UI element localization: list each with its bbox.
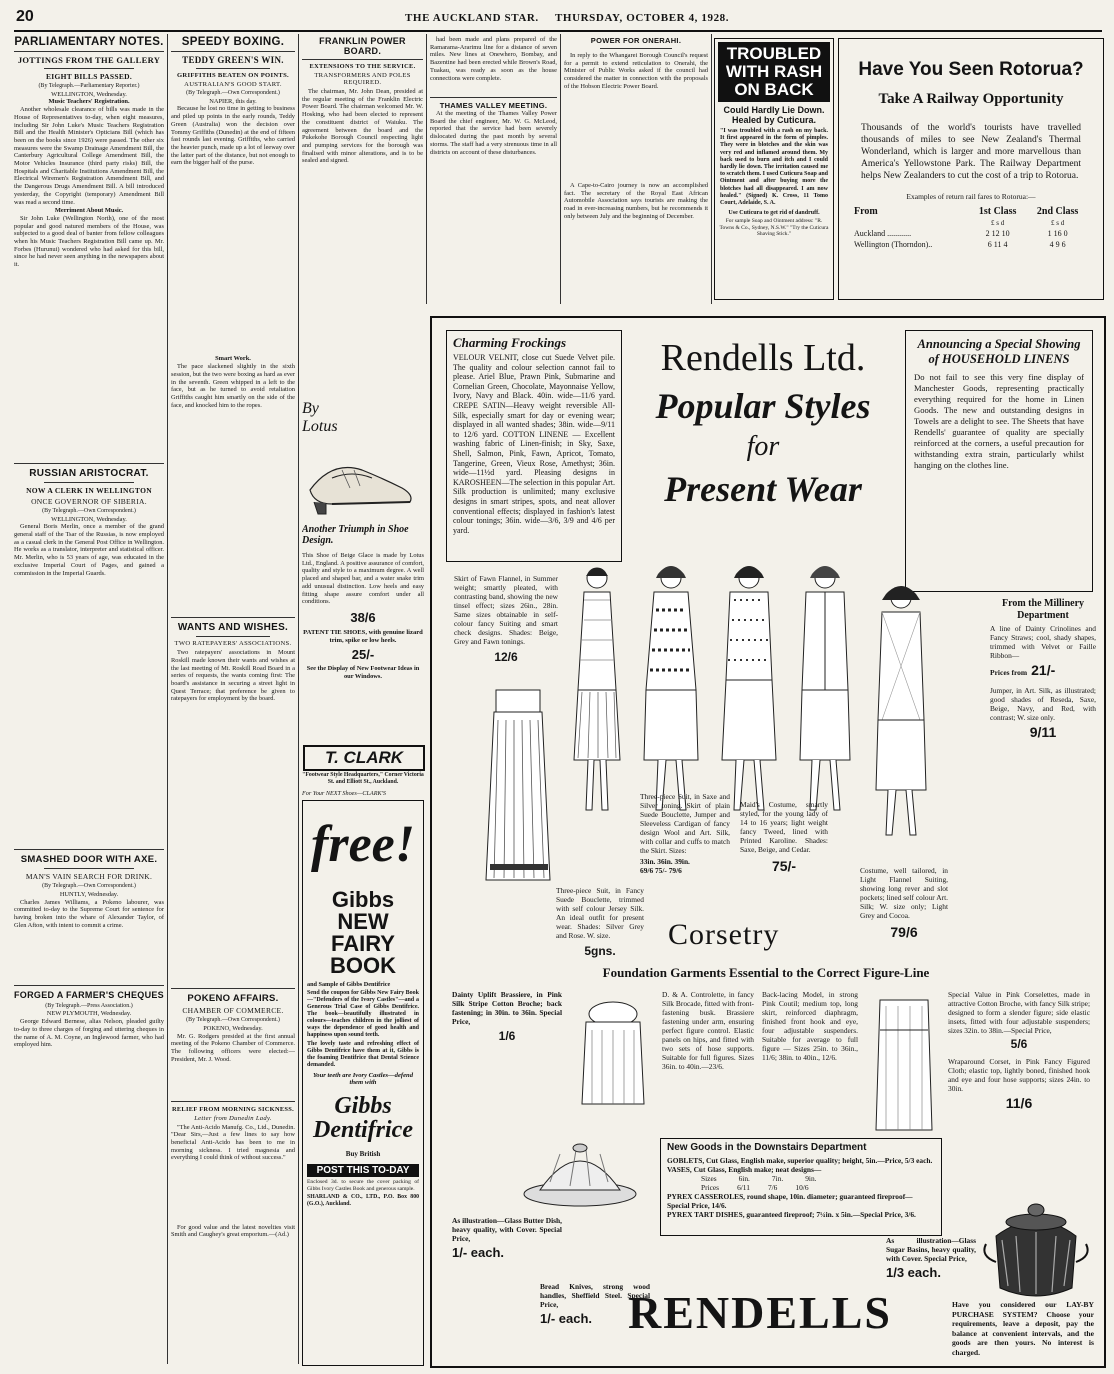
article-body: George Edward Bernese, alias Nelson, pleaded guilty to-day to three charges of forging and uttering cheques in the name of A. M. Coyne, an Inglewood farmer, who had employed him. [14, 1018, 164, 1049]
suit-sizes: 33in. 36in. 39in. [640, 857, 690, 866]
millinery-body: A line of Dainty Crinolines and Fancy Straws; cool, shady shapes, trimmed with Velvet or Faille Ribbon— [990, 624, 1096, 660]
clark-sub: "Footwear Style Headquarters," Corner Victoria St. and Elliott St., Auckland. [302, 772, 424, 785]
fare-col-second: 2nd Class [1036, 206, 1079, 217]
vase-prices-label: Prices [701, 1183, 720, 1192]
vase-size: 7in. [771, 1174, 784, 1183]
three-piece-suit-b: Three-piece Suit, in Fancy Suede Bouclette, trimmed with self colour Jersey Silk. An ideal outfit for present wear. Shades: Silver Grey and Rose. W. size. 5gns. [556, 886, 644, 958]
frockings-body: VELOUR VELNIT, close cut Suede Velvet pile. The quality and colour selection cannot fail to please. Ariel Blue, Prawn Pink, Submarine and Cornelian Green, Chocolate, Mayonnaise Yellow, Ivory, Navy and Black. 40in. wide—11/6 yard. CREPE SATIN—Heavy weight reversible All-Silk, especially smart for day or evening wear; displayed in all wanted shades; 38in. wide—9/11 to 12/6 yard. COTTON LINENE — Excellent washing fabric of Linen-finish; in Sky, Saxe, Shell, Salmon, Pink, Fawn, Apricot, Tomato, Tangerine, Green, Vieux Rose, Amethyst; 36in. wide—11½d yard. Pleasing designs in KAROSHEEN—The selection in this popular Art. Silk production is unlimited; many exclusive designs in smart stripes, spots, and neat allover conventional effects; displayed in fashion's latest colour tonings; 36in. wide—3/6, 3/9 and 4/6 per yard. [453, 353, 615, 535]
fashion-figure-4 [790, 560, 860, 830]
paper-name: THE AUCKLAND STAR. [405, 12, 539, 24]
rotorua-body: Thousands of the world's tourists have travelled thousands of miles to see New Zealand's Thermal Wonderland, which is larger and more marvellous than America's Yellowstone Park. The Railway Department helps New Zealanders to cut the cost of a trip to Rotorua. [861, 123, 1081, 181]
rotorua-fares-title: Examples of return rail fares to Rotorua:— [906, 192, 1036, 201]
subheading-griffiths: GRIFFITHS BEATEN ON POINTS. [176, 72, 290, 79]
headline-russian-aristocrat: RUSSIAN ARISTOCRAT. [29, 467, 149, 479]
fare-col-from: From [854, 206, 878, 217]
skirt-description: Skirt of Fawn Flannel, in Summer weight; smartly pleated, with contrasting band, showing the new tinsel effect; sizes 26in., 28in. Same sizes obtainable in self-colour fancy Suiting and smart check designs. Shades: Beige, Grey and Fawn tonings. 12/6 [454, 574, 558, 664]
clark-logo: T. CLARK [303, 745, 425, 771]
corset-illustration-1 [572, 994, 654, 1114]
millinery-price: 21/- [1031, 662, 1056, 678]
credit-line: (By Telegraph.—Own Correspondent.) [186, 1017, 280, 1024]
section-title: Smart Work. [215, 355, 251, 363]
knives-price: 1/- each. [540, 1311, 593, 1326]
styles-line2: for [746, 431, 780, 462]
corset-illustration-2 [866, 990, 942, 1140]
gibbs-body2: The lovely taste and refreshing effect of Gibbs Dentifrice have them at it, Gibbs is the foaming Dentifrice that Dental Science demanded. [307, 1041, 419, 1068]
subheading-jottings: JOTTINGS FROM THE GALLERY [17, 55, 161, 65]
linens-headline: Announcing a Special Showing of HOUSEHOLD LINENS [917, 337, 1081, 366]
vase-sizes-label: Sizes [701, 1174, 717, 1183]
column-rule [711, 34, 712, 304]
costume-price: 79/6 [890, 924, 918, 940]
subheading-clerk: NOW A CLERK IN WELLINGTON [26, 485, 152, 495]
clark-tag: For Your NEXT Shoes—CLARK'S [302, 790, 387, 797]
maids-costume: Maid's Costume, smartly styled, for the young lady of 14 to 16 years; light weight fancy Tweed, lined with Printed Karoline. Shades: Saxe, Beige, and Cedar. 75/- [740, 800, 828, 874]
cuticura-testimonial: "I was troubled with a rash on my back. It first appeared in the form of pimples. They were in blotches and the skin was very red and inflamed around them. My back used to burn and itch and I could hardly lie down. The irritation caused me to scratch them. I used Cuticura Soap and Ointment and after buying more the blotches had all disappeared. I am now healed." (Signed) K. Cross, 11 Tomo Court, Adelaide, S. A. [720, 128, 829, 207]
lotus-brand: Lotus [302, 418, 338, 435]
subheading-morning-sickness: RELIEF FROM MORNING SICKNESS. [171, 1105, 295, 1113]
gibbs-slogan: Your teeth are Ivory Castles—defend them with [313, 1072, 413, 1086]
lotus-patent: PATENT TIE SHOES, with genuine lizard trim, spike or low heels. [303, 628, 423, 644]
article-body: Because he lost no time in getting to business and piled up points in the early rounds, Teddy Green (Australia) won the decision over Tommy Griffiths (Dunedin) at the end of fifteen fast rounds last evening. Griffiths, who carried the heavier punch, made up a lot of leeway over the latter part of the distance, but not enough to earn the bigger half of the purse. [171, 105, 295, 167]
column-onerahi [564, 36, 708, 304]
dateline: NEW PLYMOUTH, Wednesday. [46, 1010, 132, 1018]
fashion-figure-1 [566, 560, 628, 830]
column-rule [426, 34, 427, 304]
issue-date: THURSDAY, OCTOBER 4, 1928. [555, 12, 730, 24]
fare-row: Auckland ............ 2 12 10 1 16 0 [854, 229, 1068, 238]
subheading-teddy-green: TEDDY GREEN'S WIN. [182, 55, 284, 65]
ad-cuticura [714, 38, 834, 300]
fare-col-first: 1st Class [978, 206, 1017, 217]
styles-line3: Present Wear [664, 469, 862, 509]
butter-price: 1/- each. [452, 1245, 505, 1260]
rotorua-fare-table [853, 205, 1089, 250]
vase-price: 6/11 [737, 1183, 750, 1192]
subheading-transformers: TRANSFORMERS AND POLES REQUIRED. [314, 72, 411, 86]
gibbs-headline: Gibbs NEW FAIRY BOOK [330, 887, 396, 978]
headline-forged-cheques: FORGED A FARMER'S CHEQUES [14, 989, 164, 1000]
headline-parliamentary-notes: PARLIAMENTARY NOTES. [14, 36, 164, 48]
column-parliament [14, 36, 164, 1366]
credit-line: (By Telegraph.—Parliamentary Reporter.) [38, 83, 140, 89]
maid-price: 75/- [771, 858, 797, 874]
styles-line1: Popular Styles [655, 386, 871, 426]
headline-wants-wishes: WANTS AND WISHES. [177, 622, 289, 634]
subheading-letter: Letter from Dunedin Lady. [194, 1114, 272, 1122]
foundation-heading: Foundation Garments Essential to the Correct Figure-Line [602, 965, 930, 980]
section-title: Merriment About Music. [54, 207, 124, 215]
gibbs-post: POST THIS TO-DAY [307, 1164, 419, 1177]
headline-thames: THAMES VALLEY MEETING. [439, 101, 548, 110]
gibbs-free: free! [311, 816, 415, 873]
jumper-description: Jumper, in Art. Silk, as illustrated; good shades of Reseda, Saxe, Beige, Navy, and Red, with contrast; W. size only. [990, 686, 1096, 722]
jumper-price: 9/11 [1029, 724, 1057, 740]
subheading-australian: AUSTRALIAN'S GOOD START. [184, 81, 282, 88]
article-body: General Boris Merlin, once a member of the grand general staff of the Tsar of the Russias, is now employed as a casual clerk in the General Post Office in Wellington. He works as a translator, interpreter and statistical officer. Mr. Merlin, who is 53 years of age, was educated in the exclusive Imperial Court of Pages, and gained a commission in the Imperial Guards. [14, 523, 164, 577]
column-rule [298, 34, 299, 1364]
fare-row: Wellington (Thorndon).. 6 11 4 4 9 6 [854, 240, 1066, 249]
millinery-headline: From the Millinery Department [1001, 598, 1085, 621]
wraparound-corset: Wraparound Corset, in Pink Fancy Figured Cloth; elastic top, lightly boned, finished hook and eye and four hose supports; sizes 24in. to 30in. [948, 1057, 1090, 1093]
article-body: In reply to the Whangarei Borough Council's request for a permit to extend reticulation to Onerahi, the Minister of Public Works asked if the council had considered the matter in connection with the proposals of the Hobson Electric Power Board. [564, 52, 708, 90]
bread-knives: Bread Knives, strong wood handles, Sheffield Steel. Special Price, 1/- each. [540, 1282, 650, 1326]
column-rule [560, 34, 561, 304]
masthead-rule [14, 30, 1102, 32]
gibbs-agent: SHARLAND & CO., LTD., P.O. Box 800 (G.O.), Auckland. [307, 1194, 419, 1207]
ad-lotus-shoes [302, 400, 424, 740]
rendells-big-logo: RENDELLS [628, 1287, 892, 1338]
subheading-ratepayers: TWO RATEPAYERS' ASSOCIATIONS. [174, 640, 292, 648]
sugar-basin: As illustration—Glass Sugar Basins, heavy quality, with Cover. Special Price, 1/3 each. [886, 1236, 976, 1280]
suit-b-price: 5gns. [584, 944, 616, 958]
fare-lsd: £ s d [991, 219, 1005, 227]
credit-line: (By Telegraph.—Own Correspondent.) [186, 90, 280, 96]
article-body: Sir John Luke (Wellington North), one of the most popular and good natured members of the House, was subjected to a good deal of banter from fellow colleagues when his Music Teachers Registration Bill came up. Mr. Forbes (Hurunui) wondered who had asked for this bill, since he had never seen anything in the newspapers about it. [14, 214, 164, 269]
cuticura-sample: For sample Soap and Ointment address: "R. Towns & Co., Sydney, N.S.W." "Try the Cuticura Shaving Stick." [719, 218, 829, 238]
credit-line: (By Telegraph.—Own Correspondent.) [42, 507, 136, 514]
dateline: NAPIER, this day. [209, 97, 257, 105]
headline-smashed-door: SMASHED DOOR WITH AXE. [20, 854, 158, 866]
vase-price: 10/6 [795, 1183, 809, 1192]
lotus-by: By [302, 400, 319, 417]
lotus-see: See the Display of New Footwear Ideas in our Windows. [306, 665, 420, 680]
page-number: 20 [16, 8, 34, 25]
section-title: Music Teachers' Registration. [48, 98, 130, 106]
shoe-illustration [302, 440, 420, 520]
article-body: Mr. G. Rodgers presided at the first annual meeting of the Pokeno Chamber of Commerce. The following officers were elected:—President, Mr. J. Wood. [171, 1032, 295, 1063]
cuticura-tagline: Could Hardly Lie Down. Healed by Cuticura. [723, 105, 825, 125]
article-body: "The Anti-Acido Manufg. Co., Ltd., Dunedin. "Dear Sirs,—Just a few lines to say how beneficial Anti-Acido has been to me in morning sickness. I tried magnesia and everything I could think of without success." [171, 1123, 295, 1162]
rotorua-headline: Have You Seen Rotorua? [858, 59, 1084, 80]
vases: VASES, Cut Glass, English make; neat designs— [667, 1165, 822, 1174]
gibbs-intro: and Sample of Gibbs Dentifrice [307, 981, 391, 988]
article-body: The pace slackened slightly in the sixth session, but the two were boxing as hard as ever in the seventh. Green whipped in a left to the face, but as he turned to avoid retaliation Griffiths caught him smartly on the side of the face, and knocked him to the ropes. [171, 363, 295, 409]
column-boxing [171, 36, 295, 1366]
subheading-eight-bills: EIGHT BILLS PASSED. [45, 72, 133, 81]
subheading-chamber: CHAMBER OF COMMERCE. [182, 1006, 284, 1016]
linens-body: Do not fail to see this very fine display of Manchester Goods, representing practically everything required for the home in Linen Goods. The new and outstanding designs in Towels are a delight to see. The Sheets that have Rendells' guarantee of quality are specially reinforced at the corners, a useful precaution for withstanding extra strain, particularly whilst hanging on the clothes line. [914, 372, 1084, 470]
sugar-basin-illustration [980, 1196, 1092, 1306]
corsetry-heading: Corsetry [668, 918, 780, 951]
dateline: WELLINGTON, Wednesday. [51, 515, 127, 523]
frockings-headline: Charming Frockings [453, 335, 567, 350]
frockings-panel [446, 330, 622, 562]
dateline: HUNTLY, Wednesday. [59, 891, 119, 899]
article-body: Another wholesale clearance of bills was made in the House of Representatives to-day, when eight measures, including Sir John Luke's Music Teachers Registration Bill and the Health Minister's Opticians Bill (which has been on the books since 1926) were passed. The other six measures were the Swamp Drainage Amendment Bill, the Canterbury Agricultural College Amendment Bill, the Motor Vehicles Insurance (third party risks) Bill, the Hospitals and Charitable Institutions Amendment Bill, the Electrical Wiremen's Registration Amendment Bill, and the Dangerous Drugs Amendment Bill. A bill introduced yesterday, the Copyright (temporary) Amendment Bill was read a second time. [14, 106, 164, 206]
lotus-body: This Shoe of Beige Glace is made by Lotus Ltd., England. A positive assurance of comfort, quality and style to a maximum degree. A well placed and shaped bar, and a water snake trim add unusual distinction. Low heels and easy fitting shape assure comfort under all conditions. [302, 552, 424, 606]
gibbs-post-body: Enclosed 3d. to secure the cover packing of Gibbs Ivory Castles Book and generous sample. [307, 1179, 419, 1192]
pink-corselettes: Special Value in Pink Corselettes, made in attractive Cotton Broche, with fancy Silk stripe; designed to form a slender figure; side elastic insets, fitted with four adjustable suspenders; sizes 32in. to 38in.—Special Price, 5/6 Wraparound Corset, in Pink Fancy Figured Cloth; elastic top, lightly boned, finished hook and eye and four hose supports; sizes 24in. to 30in. 11/6 [948, 990, 1090, 1111]
article-body: Charles James Williams, a Pokeno labourer, was committed to-day to the Supreme Court for sentence for having broken into the whare of Alexander Taylor, of Glen Afton, with intent to commit a crime. [14, 898, 164, 929]
vase-size: 9in. [805, 1174, 817, 1183]
gibbs-brand: Gibbs Dentifrice [313, 1093, 413, 1143]
pyrex-casseroles: PYREX CASSEROLES, round shape, 10in. diameter; guaranteed fireproof—Special Price, 14/6. [667, 1192, 913, 1210]
headline-speedy-boxing: SPEEDY BOXING. [181, 36, 285, 48]
fashion-figure-2 [636, 560, 706, 830]
lotus-price: 38/6 [350, 609, 376, 625]
layby-system: Have you considered our LAY-BY PURCHASE SYSTEM? Choose your requirements, leave a deposit, pay the balance at convenient intervals, and the goods are then yours. No interest is charged. [952, 1300, 1094, 1357]
controlette: D. & A. Controlette, in fancy Silk Brocade, fitted with front-fastening busk. Brassiere fastening under arm, ensuring perfect figure control. Elastic panels on hips, and fitted with two sets of hose supports. Suitable for full figures. Sizes 36in. to 40in.—23/6. [662, 990, 754, 1071]
headline-pokeno: POKENO AFFAIRS. [187, 993, 279, 1005]
lotus-patent-price: 25/- [351, 647, 375, 663]
fashion-figure-5 [866, 580, 936, 850]
gibbs-body: Send the coupon for Gibbs New Fairy Book—"Defenders of the Ivory Castles"—and a Generous Trial Case of Gibbs Dentifrice. The book—beautifully illustrated in colours—teaches children in the jolliest of ways the dependence of good health and happiness upon sound teeth. [307, 990, 419, 1038]
vase-price: 7/6 [767, 1183, 778, 1192]
ad-line: For good value and the latest novelties visit Smith and Caughey's great emporium.—(Ad.) [171, 1223, 295, 1239]
cuticura-dandruff: Use Cuticura to get rid of dandruff. [728, 210, 820, 217]
ad-rotorua [838, 38, 1104, 300]
dateline: WELLINGTON, Wednesday. [51, 90, 127, 98]
cuticura-headline: TROUBLED WITH RASH ON BACK [718, 42, 830, 102]
gibbs-buy: Buy British [345, 1150, 381, 1158]
butter-dish-illustration [520, 1132, 640, 1212]
subheading-governor: ONCE GOVERNOR OF SIBERIA. [31, 496, 147, 506]
vase-size: 6in. [738, 1174, 750, 1183]
subheading-extensions: EXTENSIONS TO THE SERVICE. [309, 63, 416, 70]
rendells-logo: Rendells Ltd. [660, 337, 866, 379]
millinery-panel [990, 598, 1096, 740]
millinery-price-label: Prices from [990, 668, 1028, 677]
three-piece-suit-a: Three-piece Suit, in Saxe and Silver toning. Skirt of plain Suede Bouclette, Jumper and Sleeveless Cardigan of fancy design Wool and Art. Silk, with collar and cuffs to match the Skirt. Sizes: 33in. 36in. 39in. 69/6 75/- 79/6 [640, 792, 730, 875]
subheading-drink: MAN'S VAIN SEARCH FOR DRINK. [25, 872, 153, 882]
article-body: A Cape-to-Cairo journey is now an accomplished fact. The secretary of the Royal East African Automobile Association says tourists are making the road in ever-increasing numbers, but he recommends it only between July and the beginning of December. [564, 182, 708, 220]
pyrex-tart-dishes: PYREX TART DISHES, guaranteed fireproof; 7¼in. x 5in.—Special Price, 3/6. [667, 1210, 916, 1219]
column-rule [167, 34, 168, 1364]
headline-franklin: FRANKLIN POWER BOARD. [319, 36, 406, 56]
sugar-price: 1/3 each. [886, 1265, 941, 1280]
rotorua-subhead: Take A Railway Opportunity [878, 91, 1064, 107]
downstairs-heading: New Goods in the Downstairs Department [667, 1142, 867, 1153]
column-thames [430, 36, 557, 304]
uplift-brassiere: Dainty Uplift Brassiere, in Pink Silk Stripe Cotton Broche; back fastening; in 30in. to 36in. Special Price, 1/6 [452, 990, 562, 1043]
credit-line: (By Telegraph.—Press Association.) [45, 1002, 133, 1009]
downstairs-panel [660, 1138, 942, 1236]
butter-dish: As illustration—Glass Butter Dish, heavy quality, with Cover. Special Price, 1/- each. [452, 1216, 562, 1260]
pink-corsel-price: 5/6 [1010, 1037, 1028, 1051]
lotus-headline: Another Triumph in Shoe Design. [302, 524, 409, 546]
skirt-price: 12/6 [494, 650, 518, 664]
wrap-corset-price: 11/6 [1005, 1095, 1033, 1111]
ad-gibbs [302, 800, 424, 1366]
article-body: At the meeting of the Thames Valley Power Board the chief engineer, Mr. W. G. McLeod, reported that the service had been severely dislocated during the past month by several storms. The staff had a very strenuous time in all districts on account of these disturbances. [430, 110, 557, 156]
credit-line: (By Telegraph.—Own Correspondent.) [42, 883, 136, 890]
article-body: The chairman, Mr. John Dean, presided at the regular meeting of the Franklin Electric Power Board. The chairman welcomed Mr. W. Hosking, who had been elected to represent the constituent district of Waiuku. The agreement between the board and the Pukekohe Borough Council respecting light and pumping services for the borough was finalised with minor alterations, and is to be sealed and signed. [302, 88, 423, 165]
suit-prices: 69/6 75/- 79/6 [640, 866, 682, 875]
costume-tailored: Costume, well tailored, in Light Flannel Suiting, showing long rever and slot pockets; lined self colour Art. Silk; W. size only; Light Grey and Cocoa. 79/6 [860, 866, 948, 940]
article-body: had been made and plans prepared of the Ramarama-Ararimu line for a distance of seven miles. New lines at Onewhero, Bombay, and Bazentine had been erected while Brown's Road, Tuakau, was ready as soon as the house connections were complete. [430, 36, 557, 82]
uplift-price: 1/6 [498, 1029, 516, 1043]
article-body: Two ratepayers' associations in Mount Roskill made known their wants and wishes at the last meeting of Mt. Roskill Road Board in a series of requests, the wants coming first: The board's assistance in securing a street light in Quest Terrace; that preference be given to ratepayers for employment by the board. [171, 649, 295, 703]
dateline: POKENO, Wednesday. [203, 1024, 263, 1032]
skirt-figure-illustration [476, 680, 560, 900]
back-lacing-model: Back-lacing Model, in strong Pink Coutil; medium top, long skirt, reinforced diaphragm, finished front hook and eye, four adjustable suspenders. Suitable for average to full figure — Sizes 25in. to 36in., 11/6; 38in. to 40in., 12/6. [762, 990, 858, 1062]
goblets: GOBLETS, Cut Glass, English make, superior quality; height, 5in.—Price, 5/3 each. [667, 1156, 933, 1165]
column-franklin [302, 36, 423, 304]
linens-panel [905, 330, 1093, 592]
headline-onerahi: POWER FOR ONERAHI. [590, 36, 682, 45]
fare-lsd: £ s d [1050, 219, 1065, 227]
